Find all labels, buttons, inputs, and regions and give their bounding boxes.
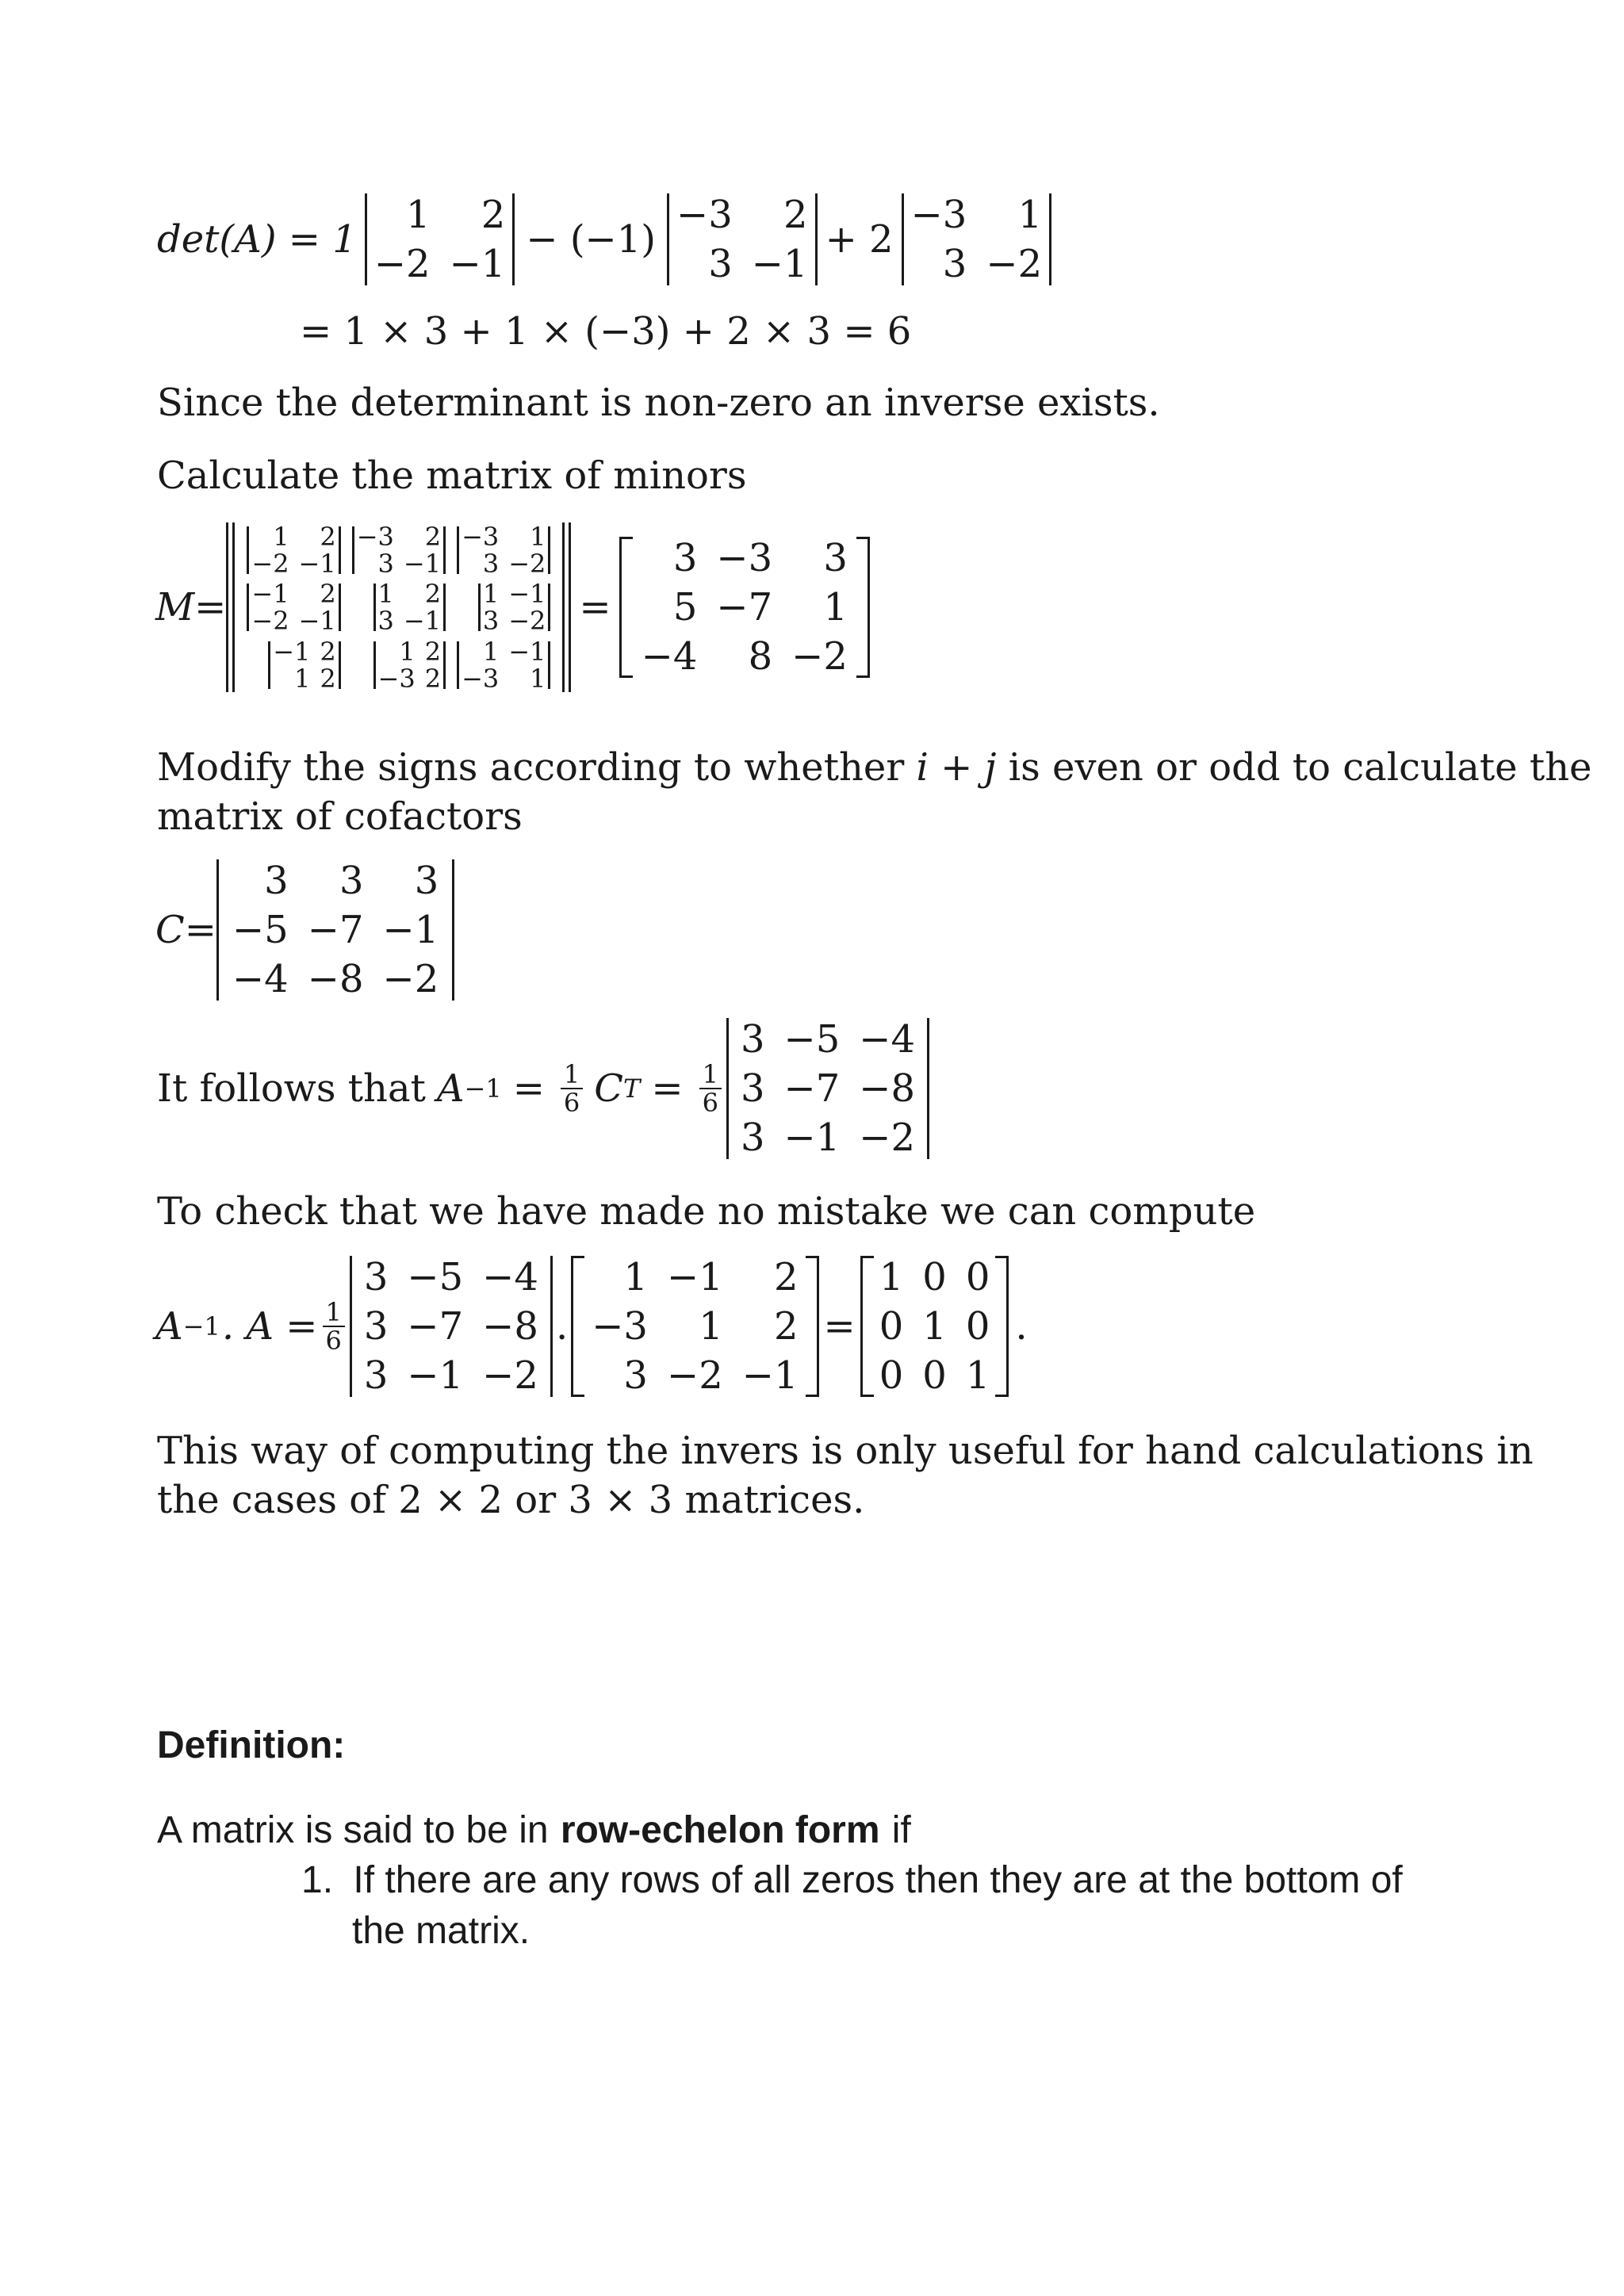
matrix-row [354, 1253, 548, 1302]
inverse-fraction-2 [699, 1061, 722, 1116]
matrix-entry: 2 [481, 193, 506, 237]
matrix-entry: −1 [751, 242, 808, 286]
matrix-entry: −2 [666, 1353, 723, 1398]
minor-entry: 2 [320, 579, 336, 609]
matrix-row [667, 239, 818, 289]
matrix-entry: −7 [716, 584, 773, 629]
list-item-1-cont: the matrix. [352, 1910, 530, 1952]
minor-entry: −3 [462, 521, 500, 552]
matrix-entry: −2 [373, 242, 431, 286]
modify-line-1: Modify the signs according to whether i + j is even or odd to calculate the [157, 745, 1592, 790]
matrix-entry: 3 [414, 859, 439, 903]
check-matrix-2 [571, 1253, 818, 1400]
determinant-result: = 1 × 3 + 1 × (−3) + 2 × 3 = 6 [300, 309, 912, 354]
minor-determinant [373, 580, 446, 634]
matrix-entry: 3 [823, 535, 848, 580]
minor-row [373, 607, 446, 634]
check-sup: −1 [182, 1311, 220, 1341]
matrix-entry: 5 [672, 584, 698, 629]
minors-cell [457, 580, 550, 635]
minor-determinant [268, 638, 341, 692]
matrix-row [582, 1302, 807, 1351]
matrix-entry: 3 [740, 1066, 765, 1111]
minor-row [373, 665, 446, 692]
matrix-row [731, 1015, 925, 1064]
minor-entry: 2 [424, 579, 442, 609]
inverse-sup: −1 [464, 1073, 502, 1104]
matrix-entry: 0 [965, 1304, 990, 1349]
matrix-row [365, 190, 515, 239]
check-fraction [323, 1299, 345, 1354]
matrix-entry: 3 [339, 859, 364, 903]
minor-entry: 1 [482, 579, 500, 609]
minor-row [457, 523, 550, 550]
matrix-entry: 0 [922, 1353, 947, 1398]
def-text-b: row-echelon form [560, 1809, 880, 1851]
modify-text-1 [157, 744, 1591, 791]
minor-entry: −3 [356, 521, 394, 552]
minor-entry: 1 [273, 521, 289, 552]
minor-row [268, 638, 341, 665]
way-text-2: the cases of 2 × 2 or 3 × 3 matrices. [157, 1478, 865, 1522]
matrix-entry: −8 [482, 1304, 538, 1349]
item1-number: 1. [301, 1859, 334, 1901]
minor-entry: 2 [424, 663, 442, 694]
minor-determinant [247, 523, 340, 577]
matrix-entry: 3 [740, 1115, 765, 1160]
minor-entry: 1 [399, 636, 416, 667]
minors-matrix [226, 519, 571, 695]
minor-determinant [478, 580, 551, 634]
minor-determinant [373, 638, 446, 692]
calc-minors-text: Calculate the matrix of minors [157, 453, 747, 498]
minors-result [619, 534, 870, 681]
check-end: . [1015, 1304, 1028, 1349]
matrix-entry: 8 [748, 633, 773, 679]
minor-row [247, 523, 340, 550]
matrix-entry: 1 [406, 193, 431, 237]
minor-entry: −1 [298, 548, 336, 579]
minor-entry: 3 [482, 606, 500, 636]
minors-cell [457, 637, 550, 692]
matrix-row [731, 1113, 925, 1162]
matrix-row [870, 1253, 1000, 1302]
matrix-entry: −1 [407, 1353, 464, 1398]
matrix-entry: 1 [922, 1304, 947, 1349]
matrix-entry: 3 [363, 1353, 389, 1398]
matrix-row [902, 239, 1052, 289]
minor-determinant [352, 523, 446, 577]
follows-text: It follows that [157, 1066, 426, 1111]
minors-label: M= [155, 584, 227, 629]
matrix-entry: −1 [783, 1115, 841, 1160]
matrix-entry: −5 [783, 1017, 841, 1062]
matrix-entry: 3 [708, 242, 733, 286]
check-matrix-1 [350, 1253, 553, 1400]
minors-row [247, 522, 550, 577]
minor-row [247, 580, 340, 607]
check-equation [155, 1253, 1028, 1400]
minor-determinant [457, 523, 550, 577]
minor-entry: −1 [508, 579, 546, 609]
minor-row [352, 550, 446, 577]
inverse-frac-n: 1 [561, 1061, 583, 1089]
minor-row [373, 638, 446, 665]
minor-entry: −3 [377, 663, 416, 694]
matrix-entry: −3 [592, 1304, 648, 1349]
way-text-1: This way of computing the invers is only useful for hand calculations in [157, 1429, 1534, 1473]
matrix-entry: −1 [382, 908, 439, 952]
matrix-entry: 3 [942, 242, 967, 286]
minor-entry: −1 [403, 606, 442, 636]
matrix-row [582, 1253, 807, 1302]
matrix-entry: −2 [859, 1115, 916, 1160]
inverse-eq2: = [651, 1066, 684, 1111]
minor-entry: −2 [251, 548, 289, 579]
minor-row [478, 607, 551, 634]
modify-text-2: matrix of cofactors [157, 794, 523, 839]
minors-cell [247, 580, 340, 635]
matrix-row [632, 534, 857, 583]
matrix-entry: −2 [986, 242, 1043, 286]
inverse-c: C [594, 1066, 624, 1111]
minors-cell [457, 522, 550, 577]
matrix-entry: 1 [699, 1304, 723, 1349]
matrix-row [632, 583, 857, 632]
matrix-entry: 2 [773, 1255, 799, 1299]
matrix-entry: −4 [482, 1255, 538, 1299]
matrix-row [667, 190, 818, 239]
minor-entry: 2 [424, 521, 442, 552]
minor-entry: −2 [508, 548, 546, 579]
minors-equation [155, 519, 870, 695]
minor-entry: −1 [508, 636, 546, 667]
matrix-entry: 3 [672, 535, 698, 580]
matrix-entry: −3 [716, 535, 773, 580]
matrix-entry: −2 [791, 633, 848, 679]
matrix-entry: −7 [407, 1304, 464, 1349]
matrix-entry: 1 [823, 584, 848, 629]
minor-row [373, 580, 446, 607]
item1-text: If there are any rows of all zeros then they are at the bottom of [353, 1859, 1403, 1901]
matrix-entry: −5 [232, 908, 289, 952]
minor-row [457, 665, 550, 692]
minors-cell [352, 522, 446, 577]
inverse-eq1: = [512, 1066, 545, 1111]
matrix-entry: 2 [773, 1304, 799, 1349]
minor-row [268, 665, 341, 692]
check-text: To check that we have made no mistake we can compute [157, 1189, 1256, 1234]
matrix-entry: 1 [879, 1255, 904, 1299]
definition-text [157, 1806, 911, 1854]
determinant-expansion [157, 190, 1051, 289]
minor-row [457, 638, 550, 665]
matrix-entry: −7 [783, 1066, 841, 1111]
matrix-row [223, 955, 448, 1004]
matrix-entry: −2 [382, 957, 439, 1001]
matrix-row [902, 190, 1052, 239]
minor-entry: 2 [320, 663, 336, 694]
minor-entry: 3 [482, 548, 500, 579]
minor-row [457, 550, 550, 577]
minor-entry: 1 [530, 521, 546, 552]
minor-entry: 1 [530, 663, 546, 694]
det-op-2: + 2 [825, 217, 894, 262]
check-a: A [155, 1304, 183, 1349]
cofactor-label: C= [155, 908, 216, 952]
minor-entry: −1 [251, 579, 289, 609]
matrix-entry: 0 [879, 1353, 904, 1398]
minors-row [247, 580, 550, 635]
minor-row [247, 607, 340, 634]
minor-entry: −1 [403, 548, 442, 579]
minor-entry: −1 [298, 606, 336, 636]
matrix-entry: −4 [859, 1017, 916, 1062]
list-item-1 [301, 1857, 1403, 1904]
matrix-entry: 2 [783, 193, 808, 237]
det-minor-3 [902, 190, 1052, 289]
cofactor-matrix [216, 856, 454, 1004]
inverse-matrix [726, 1015, 929, 1162]
minor-entry: 3 [377, 548, 394, 579]
inverse-frac2-n: 1 [699, 1061, 722, 1089]
matrix-entry: 1 [1017, 193, 1043, 237]
minor-row [352, 523, 446, 550]
matrix-entry: 3 [623, 1353, 648, 1398]
minor-entry: 3 [377, 606, 394, 636]
inverse-frac-d: 6 [563, 1088, 580, 1118]
matrix-entry: 0 [922, 1255, 947, 1299]
minors-eq: = [579, 584, 611, 629]
matrix-entry: −4 [232, 957, 289, 1001]
matrix-row [365, 239, 515, 289]
since-text: Since the determinant is non-zero an inverse exists. [157, 381, 1160, 425]
matrix-row [632, 632, 857, 681]
matrix-row [223, 856, 448, 905]
minors-row [247, 637, 550, 692]
inverse-fraction-1 [561, 1061, 583, 1116]
matrix-entry: −1 [666, 1255, 723, 1299]
det-minor-2 [667, 190, 818, 289]
def-text-c: if [891, 1809, 911, 1851]
matrix-entry: −7 [307, 908, 364, 952]
minor-entry: 1 [482, 636, 500, 667]
inverse-a: A [436, 1066, 465, 1111]
minor-entry: 1 [377, 579, 394, 609]
matrix-entry: −8 [859, 1066, 916, 1111]
minors-cell [247, 637, 340, 692]
check-rest: . A = [221, 1304, 318, 1349]
minor-entry: −3 [462, 663, 500, 694]
matrix-entry: 0 [879, 1304, 904, 1349]
minor-entry: 2 [320, 636, 336, 667]
matrix-entry: 1 [623, 1255, 648, 1299]
matrix-entry: −8 [307, 957, 364, 1001]
minors-cell [352, 637, 446, 692]
matrix-row [354, 1351, 548, 1400]
def-text-a: A matrix is said to be in [157, 1809, 549, 1851]
minor-entry: 1 [294, 663, 311, 694]
matrix-entry: 1 [965, 1353, 990, 1398]
matrix-entry: −5 [407, 1255, 464, 1299]
matrix-entry: −1 [741, 1353, 799, 1398]
matrix-row [354, 1302, 548, 1351]
matrix-row [223, 905, 448, 955]
check-frac-d: 6 [325, 1326, 342, 1356]
matrix-entry: 3 [264, 859, 289, 903]
definition-heading: Definition: [157, 1724, 346, 1766]
check-eq: = [823, 1304, 856, 1349]
matrix-entry: −1 [449, 242, 506, 286]
minor-entry: 2 [424, 636, 442, 667]
matrix-entry: −4 [641, 633, 698, 679]
minor-row [478, 580, 551, 607]
check-frac-n: 1 [323, 1299, 345, 1327]
matrix-entry: 0 [965, 1255, 990, 1299]
matrix-row [870, 1351, 1000, 1400]
matrix-row [870, 1302, 1000, 1351]
minor-entry: −1 [273, 636, 311, 667]
matrix-entry: 3 [363, 1255, 389, 1299]
minors-cell [352, 580, 446, 635]
inverse-frac2-d: 6 [702, 1088, 718, 1118]
check-dot: . [555, 1304, 569, 1349]
det-lhs: det(A) = 1 [157, 217, 357, 262]
minor-row [247, 550, 340, 577]
matrix-entry: 3 [740, 1017, 765, 1062]
cofactor-equation [155, 856, 454, 1004]
inverse-equation [157, 1015, 929, 1162]
matrix-entry: −3 [910, 193, 967, 237]
check-matrix-3 [860, 1253, 1009, 1400]
det-op-1: − (−1) [526, 217, 657, 262]
matrix-entry: −3 [676, 193, 733, 237]
inverse-c-sup: T [623, 1073, 641, 1104]
minors-cell [247, 522, 340, 577]
minor-entry: −2 [251, 606, 289, 636]
matrix-entry: 3 [363, 1304, 389, 1349]
minor-entry: −2 [508, 606, 546, 636]
minor-entry: 2 [320, 521, 336, 552]
matrix-entry: −2 [482, 1353, 538, 1398]
minor-determinant [247, 580, 340, 634]
matrix-row [731, 1064, 925, 1113]
matrix-row [582, 1351, 807, 1400]
det-minor-1 [365, 190, 515, 289]
minor-determinant [457, 638, 550, 692]
